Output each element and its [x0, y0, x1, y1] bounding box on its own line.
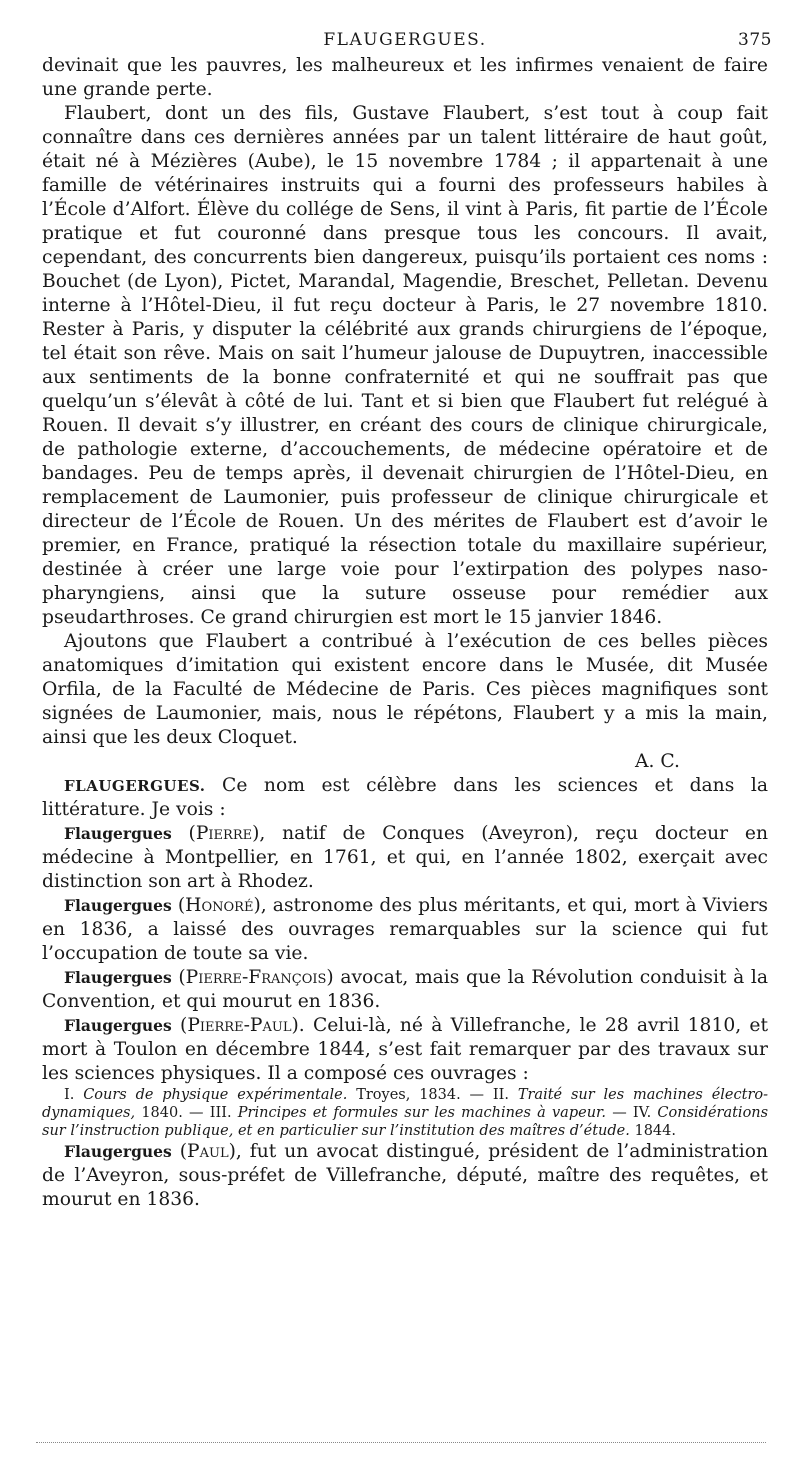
entry-surname: Flaugergues	[64, 896, 172, 915]
entry-surname: Flaugergues	[64, 1016, 172, 1035]
author-signature: A. C.	[635, 751, 680, 772]
entry-flaugergues	[42, 774, 768, 822]
work-title: Considérations sur l’instruction publique, et en particulier sur l’institution des maîtres d’étude.	[42, 1105, 769, 1139]
paragraph-continuation: devinait que les pauvres, les malheureux et les infirmes venaient de faire une grande perte.	[42, 55, 768, 100]
book-page	[42, 30, 772, 1212]
entry-pierre-francois	[42, 966, 768, 1014]
entry-paul	[42, 1140, 768, 1212]
paragraph-anatomical-pieces: Ajoutons que Flaubert a contribué à l’exécution de ces belles pièces anatomiques d’imitation qui existent encore dans le Musée, dit Musée Orfila, de la Faculté de Médecine de Paris. Ces pièces magnifiques sont signées de Laumonier, mais, nous le répétons, Flaubert y a mis la main, ainsi que les deux Cloquet.	[42, 631, 768, 748]
running-title: FLAUGERGUES.	[323, 30, 487, 50]
entry-text: avocat, mais que la Révolution conduisit à la Convention, et qui mourut en 1836.	[42, 967, 768, 1012]
entry-given-name: (Pierre),	[188, 823, 266, 844]
entry-honore	[42, 894, 768, 966]
entry-given-name: (Paul),	[179, 1141, 242, 1162]
works-list	[42, 1086, 768, 1140]
work-number: III.	[209, 1105, 232, 1121]
article-body	[42, 54, 768, 1212]
work-separator: —	[612, 1105, 627, 1121]
bottom-rule	[36, 1442, 766, 1443]
entry-text: fut un avocat distingué, président de l’administration de l’Aveyron, sous-préfet de Villefranche, député, maître des requêtes, et mourut en 1836.	[42, 1141, 768, 1210]
entry-heading: FLAUGERGUES.	[64, 777, 206, 795]
entry-pierre	[42, 822, 768, 894]
work-title: Cours de physique expérimentale.	[83, 1087, 348, 1103]
page-number: 375	[738, 30, 772, 50]
work-title: Traité sur les machines électro-dynamiques,	[42, 1087, 769, 1121]
work-title: Principes et formules sur les machines à vapeur.	[237, 1105, 606, 1121]
entry-text: Ce nom est célèbre dans les sciences et dans la littérature. Je vois :	[42, 775, 768, 820]
work-number: I.	[64, 1087, 75, 1103]
entry-surname: Flaugergues	[64, 824, 172, 843]
work-details: 1840. —	[141, 1105, 204, 1121]
work-details: Troyes, 1834. —	[356, 1087, 485, 1103]
entry-given-name: (Pierre-Paul).	[180, 1015, 305, 1036]
paragraph-flaubert-biography: Flaubert, dont un des fils, Gustave Flaubert, s’est tout à coup fait connaître dans ces dernières années par un talent littéraire de haut goût, était né à Mézières (Aube), le 15 novembre 1784 ; il appartenait à une famille de vétérinaires instruits qui a fourni des professeurs habiles à l’École d’Alfort. Élève du collége de Sens, il vint à Paris, fit partie de l’École pratique et fut couronné dans presque tous les concours. Il avait, cependant, des concurrents bien dangereux, puisqu’ils portaient ces noms : Bouchet (de Lyon), Pictet, Marandal, Magendie, Breschet, Pelletan. Devenu interne à l’Hôtel-Dieu, il fut reçu docteur à Paris, le 27 novembre 1810. Rester à Paris, y disputer la célébrité aux grands chirurgiens de l’époque, tel était son rêve. Mais on sait l’humeur jalouse de Dupuytren, inaccessible aux sentiments de la bonne confraternité et qui ne souffrait pas que quelqu’un s’élevât à côté de lui. Tant et si bien que Flaubert fut relégué à Rouen. Il devait s’y illustrer, en créant des cours de clinique chirurgicale, de pathologie externe, d’accouchements, de médecine opératoire et de bandages. Peu de temps après, il devenait chirurgien de l’Hôtel-Dieu, en remplacement de Laumonier, puis professeur de clinique chirurgicale et directeur de l’École de Rouen. Un des mérites de Flaubert est d’avoir le premier, en France, pratiqué la résection totale du maxillaire supérieur, destinée à créer une large voie pour l’extirpation des polypes naso-pharyngiens, ainsi que la suture osseuse pour remédier aux pseudarthroses. Ce grand chirurgien est mort le 15 janvier 1846.	[42, 103, 768, 628]
entry-pierre-paul	[42, 1014, 768, 1086]
entry-given-name: (Honoré),	[177, 895, 267, 916]
entry-given-name: (Pierre-François)	[178, 967, 334, 988]
work-details: 1844.	[634, 1123, 676, 1139]
work-number: IV.	[632, 1105, 652, 1121]
entry-text: Celui-là, né à Villefranche, le 28 avril 1810, et mort à Toulon en décembre 1844, s’est fait remarquer par des travaux sur les sciences physiques. Il a composé ces ouvrages :	[42, 1015, 768, 1084]
entry-surname: Flaugergues	[64, 968, 172, 987]
entry-text: astronome des plus méritants, et qui, mort à Viviers en 1836, a laissé des ouvrages remarquables sur la science qui fut l’occupation de toute sa vie.	[42, 895, 768, 964]
entry-surname: Flaugergues	[64, 1142, 172, 1161]
work-number: II.	[492, 1087, 509, 1103]
running-head	[42, 30, 772, 54]
entry-text: natif de Conques (Aveyron), reçu docteur en médecine à Montpellier, en 1761, et qui, en l’année 1802, exerçait avec distinction son art à Rhodez.	[42, 823, 768, 892]
